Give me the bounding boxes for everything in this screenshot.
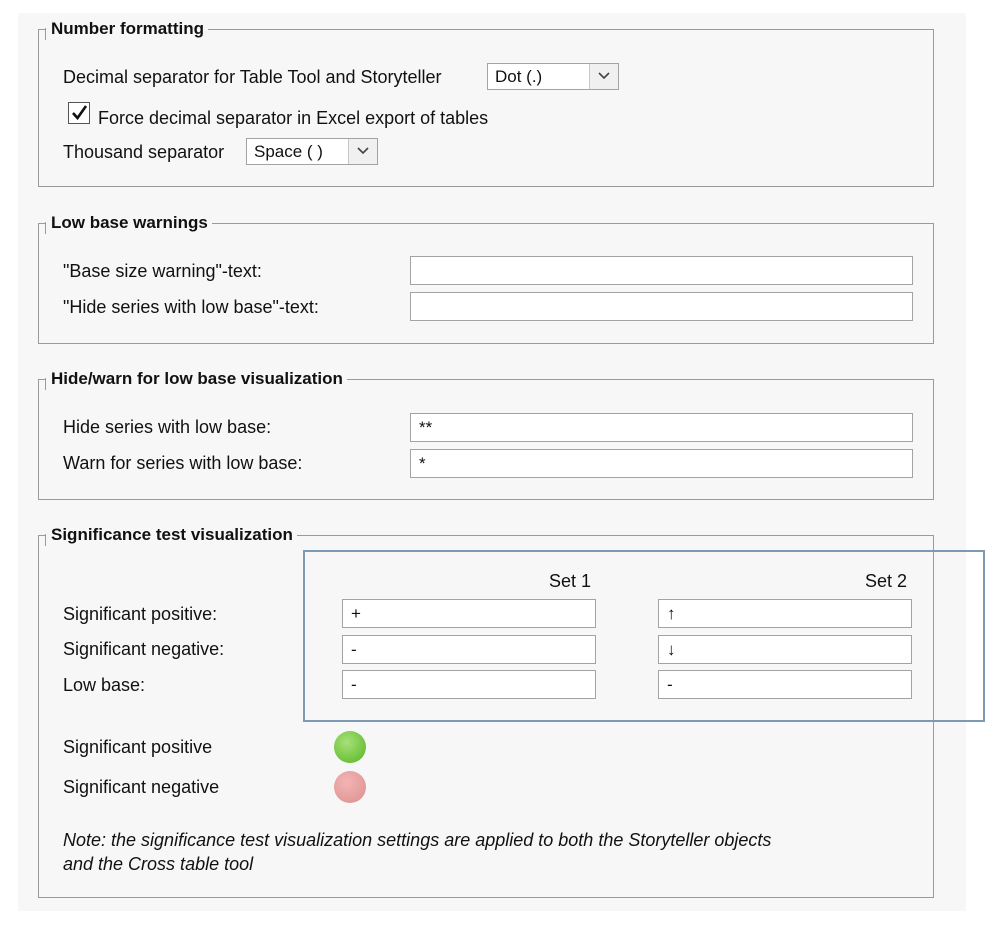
note-line-1: Note: the significance test visualization settings are applied to both the Storyteller objects [63, 830, 772, 850]
positive-color-label: Significant positive [63, 737, 213, 757]
warn-series-label: Warn for series with low base: [63, 453, 303, 473]
chevron-down-icon[interactable] [589, 64, 618, 89]
decimal-separator-select[interactable] [487, 63, 619, 90]
significant-negative-set1-input[interactable]: - [342, 635, 596, 664]
significant-positive-label: Significant positive: [63, 604, 218, 624]
hide-series-text-input[interactable] [410, 292, 913, 321]
thousand-separator-label: Thousand separator [63, 142, 225, 162]
significant-positive-set1-input[interactable]: + [342, 599, 596, 628]
note-line-2: and the Cross table tool [63, 854, 254, 874]
significance-note [63, 828, 771, 876]
thousand-separator-select[interactable] [246, 138, 378, 165]
low-base-label: Low base: [63, 675, 146, 695]
negative-color-label: Significant negative [63, 777, 220, 797]
decimal-separator-label: Decimal separator for Table Tool and Storyteller [63, 67, 442, 87]
highlight-box [303, 550, 985, 722]
set2-header: Set 2 [865, 571, 908, 591]
hide-warn-title: Hide/warn for low base visualization [45, 369, 347, 389]
decimal-separator-value: Dot (.) [495, 67, 543, 86]
set1-header: Set 1 [549, 571, 592, 591]
significance-title: Significance test visualization [45, 525, 297, 545]
significant-negative-label: Significant negative: [63, 639, 225, 659]
hide-series-label: Hide series with low base: [63, 417, 272, 437]
thousand-separator-value: Space ( ) [254, 142, 323, 161]
low-base-set1-input[interactable]: - [342, 670, 596, 699]
low-base-warnings-title: Low base warnings [45, 213, 212, 233]
chevron-down-icon[interactable] [348, 139, 377, 164]
force-decimal-checkbox[interactable] [68, 102, 90, 124]
hide-series-input[interactable]: ** [410, 413, 913, 442]
positive-color-swatch[interactable] [334, 731, 366, 763]
warn-series-input[interactable]: * [410, 449, 913, 478]
negative-color-swatch[interactable] [334, 771, 366, 803]
significant-positive-set2-input[interactable]: ↑ [658, 599, 912, 628]
significant-negative-set2-input[interactable]: ↓ [658, 635, 912, 664]
low-base-set2-input[interactable]: - [658, 670, 912, 699]
hide-series-text-label: "Hide series with low base"-text: [63, 297, 319, 317]
number-formatting-title: Number formatting [45, 19, 208, 39]
base-size-warning-label: "Base size warning"-text: [63, 261, 262, 281]
force-decimal-label: Force decimal separator in Excel export of tables [98, 108, 489, 128]
base-size-warning-input[interactable] [410, 256, 913, 285]
checkmark-icon [71, 104, 88, 122]
